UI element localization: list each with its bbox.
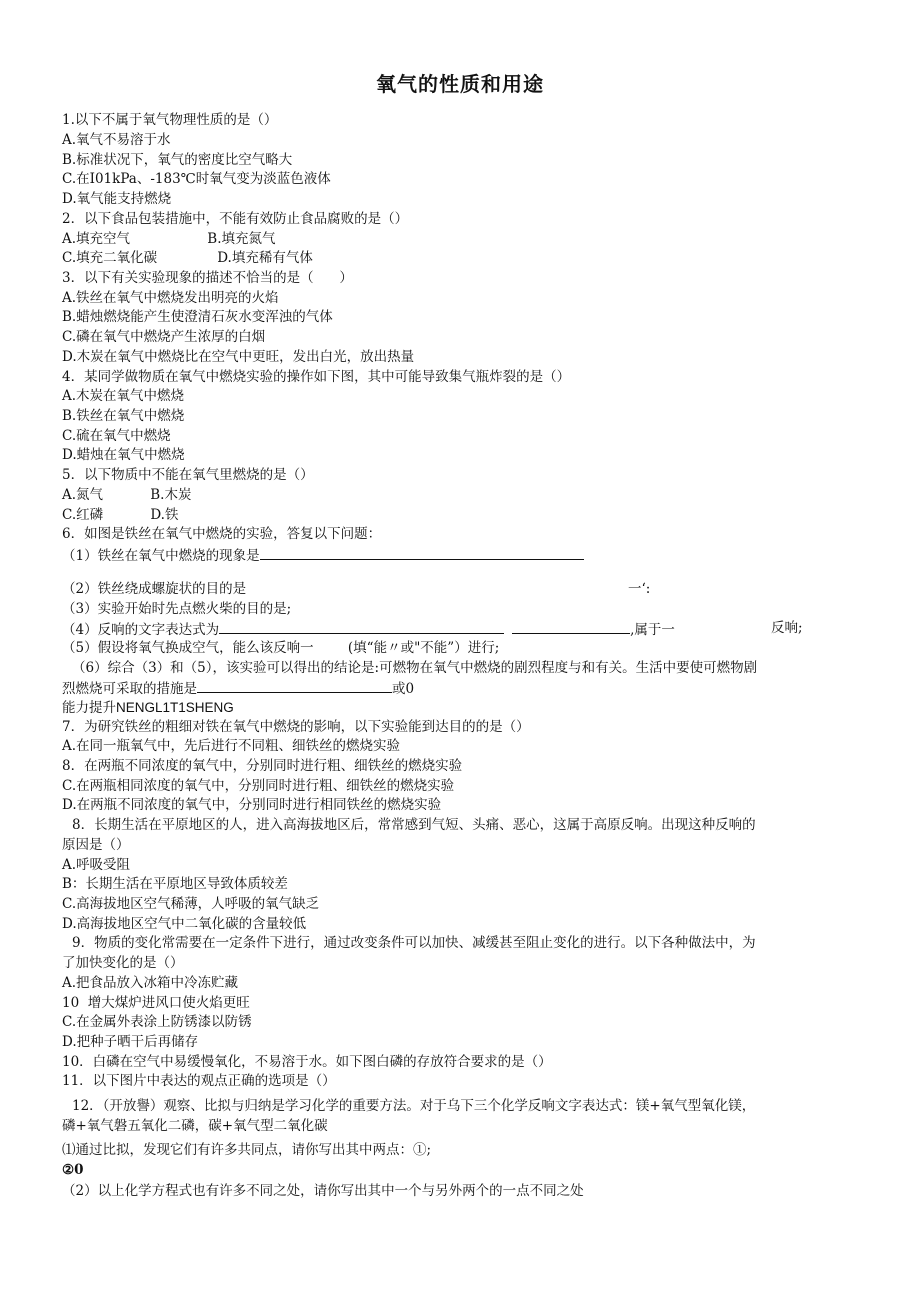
page-title: 氧气的性质和用途 [376,72,544,96]
q3-option-a: A.铁丝在氧气中燃烧发出明亮的火焰 [62,290,279,306]
q6-part4-answer-blank-1[interactable] [219,619,504,634]
q2-options-cd: C.填充二氧化碳 D.填充稀有气体 [62,250,313,266]
q9-stem-cont: 了加快变化的是（） [62,955,184,971]
q12-part1-second: ②0 [62,1162,84,1178]
q7-option-d: D.在两瓶不同浓度的氧气中，分别同时进行相同铁丝的燃烧实验 [62,797,442,813]
q6-part6-cont-text: 烈燃烧可采取的措施是 [62,681,197,697]
section-heading-ability: 能力提升NENGL1T1SHENG [62,700,234,715]
q4-option-c: C.硫在氧气中燃烧 [62,428,171,444]
q1-option-b: B.标准状况下，氧气的密度比空气略大 [62,152,293,168]
q9-stem: 9．物质的变化常需要在一定条件下进行，通过改变条件可以加快、减缓甚至阻止变化的进行。以下各种做法中，为 [72,935,756,951]
q7-option-b: 8．在两瓶不同浓度的氧气中，分别同时进行粗、细铁丝的燃烧实验 [62,758,463,774]
q3-option-c: C.磷在氧气中燃烧产生浓厚的白烟 [62,329,266,345]
q8-option-a: A.呼吸受阻 [62,857,131,873]
q3-option-d: D.木炭在氧气中燃烧比在空气中更旺，发出白光，放出热量 [62,349,415,365]
q12-stem: 12．（开放譽）观察、比拟与归纳是学习化学的重要方法。对于乌下三个化学反响文字表达式：镁+氧气型氧化镁， [72,1098,756,1114]
q6-part1 [62,545,864,567]
q1-option-c: C.在I01kPa、-183℃时氧气变为淡蓝色液体 [62,171,331,187]
q6-part1-text: （1）铁丝在氧气中燃烧的现象是 [62,548,260,564]
q6-part6-answer-blank[interactable] [197,678,392,693]
q6-part4-suffix: 反响; [771,620,803,636]
q3-stem: 3．以下有关实验现象的描述不恰当的是（ ） [62,270,353,286]
q5-options-ab: A.氮气 B.木炭 [62,487,192,503]
q6-part6-cont [62,678,864,700]
q5-stem: 5．以下物质中不能在氧气里燃烧的是（） [62,467,314,483]
q7-option-a: A.在同一瓶氧气中，先后进行不同粗、细铁丝的燃烧实验 [62,738,401,754]
q6-part1-answer-blank[interactable] [260,545,584,560]
q9-option-c: C.在金属外表涂上防锈漆以防锈 [62,1014,252,1030]
q6-part6-or-text: 或0 [392,681,415,697]
q10-stem: 10．白磷在空气中易缓慢氧化，不易溶于水。如下图白磷的存放符合要求的是（） [62,1054,552,1070]
q8-option-d: D.高海拔地区空气中二氧化碳的含量较低 [62,916,307,932]
q1-stem: 1.以下不属于氧气物理性质的是（） [62,112,278,128]
q6-part4-answer-blank-2[interactable] [512,619,630,634]
q1-option-a: A.氧气不易溶于水 [62,132,171,148]
q4-stem: 4．某同学做物质在氧气中燃烧实验的操作如下图，其中可能导致集气瓶炸裂的是（） [62,369,571,385]
q6-part4 [62,619,864,641]
q6-part4-type-text: ,属于一 [630,622,675,638]
q11-stem: 11．以下图片中表达的观点正确的选项是（） [62,1073,336,1089]
q6-part2-text: （2）铁丝绕成螺旋状的目的是 [62,581,247,597]
q6-part2 [62,580,864,600]
q8-stem: 8．长期生活在平原地区的人，进入高海拔地区后，常常感到气短、头痛、恶心，这属于高原反响。出现这种反响的 [72,817,756,833]
q6-part2-mark: 一‘: [628,581,651,597]
q5-options-cd: C.红磷 D.铁 [62,507,179,523]
q12-stem-cont: 磷+氧气磐五氧化二磷，碳+氧气型二氧化碳 [62,1118,328,1134]
q8-stem-cont: 原因是（） [62,837,130,853]
q6-part5: （5）假设将氧气换成空气，能么该反响一 (填“能〃或"不能”）进行; [62,640,500,656]
q9-option-a: A.把食品放入冰箱中冷冻贮藏 [62,975,239,991]
q8-option-b: B：长期生活在平原地区导致体质较差 [62,876,288,892]
q12-part1: ⑴通过比拟，发现它们有许多共同点，请你写出其中两点：①; [62,1142,432,1158]
q7-stem: 7．为研究铁丝的粗细对铁在氧气中燃烧的影响，以下实验能到达目的的是（） [62,719,530,735]
q7-option-c: C.在两瓶相同浓度的氧气中，分别同时进行粗、细铁丝的燃烧实验 [62,778,455,794]
q3-option-b: B.蜡烛燃烧能产生使澄清石灰水变浑浊的气体 [62,309,333,325]
q6-part4-text: （4）反响的文字表达式为 [62,622,220,638]
q4-option-b: B.铁丝在氧气中燃烧 [62,408,185,424]
q8-option-c: C.高海拔地区空气稀薄，人呼吸的氧气缺乏 [62,896,320,912]
q4-option-d: D.蜡烛在氧气中燃烧 [62,447,185,463]
q4-option-a: A.木炭在氧气中燃烧 [62,388,185,404]
q12-part2: （2）以上化学方程式也有许多不同之处，请你写出其中一个与另外两个的一点不同之处 [62,1183,584,1199]
q2-stem: 2．以下食品包装措施中，不能有效防止食品腐败的是（） [62,211,409,227]
q6-part3: （3）实验开始时先点燃火柴的目的是; [62,601,292,617]
q9-option-d: D.把种子晒干后再储存 [62,1034,199,1050]
q1-option-d: D.氧气能支持燃烧 [62,191,172,207]
q6-part6: （6）综合（3）和（5），该实验可以得出的结论是:可燃物在氧气中燃烧的剧烈程度与和有关。生活中要使可燃物剧 [72,660,758,676]
q6-stem: 6．如图是铁丝在氧气中燃烧的实验，答复以下问题： [62,526,382,542]
q9-option-b: 10 增大煤炉进风口使火焰更旺 [62,995,250,1011]
q2-options-ab: A.填充空气 B.填充氮气 [62,231,276,247]
